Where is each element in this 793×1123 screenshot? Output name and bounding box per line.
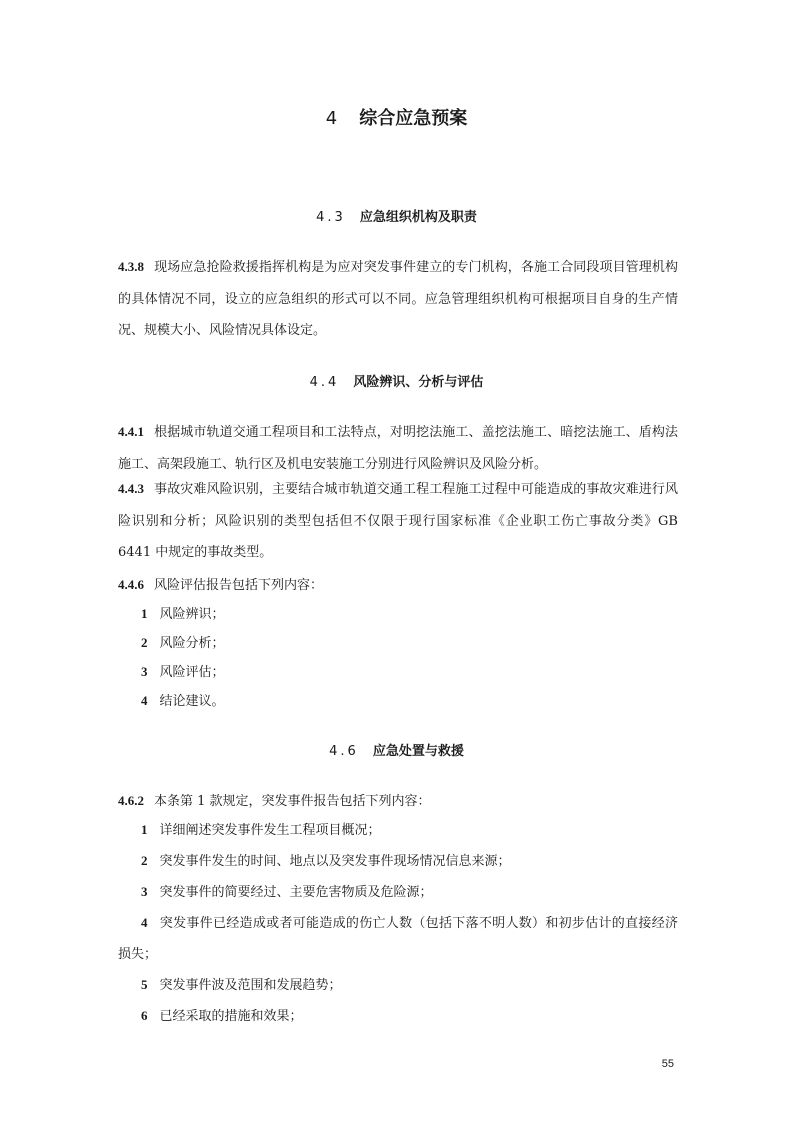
- clause-paragraph: [118, 416, 678, 480]
- clause-text: 本条第 1 款规定，突发事件报告包括下列内容：: [154, 794, 431, 809]
- list-item: [141, 1000, 678, 1032]
- section-number: 4.6: [329, 744, 359, 759]
- list-item: [141, 845, 678, 877]
- clause-paragraph: [118, 473, 678, 569]
- clause-paragraph: [118, 251, 678, 347]
- section-heading: [0, 206, 793, 225]
- list-item-text: 详细阐述突发事件发生工程项目概况；: [159, 823, 381, 838]
- list-item: [141, 656, 678, 688]
- section-title: 风险辨识、分析与评估: [353, 375, 484, 390]
- list-item-text: 风险辨识；: [159, 607, 225, 622]
- list-item: [141, 685, 678, 717]
- list-item-number: 6: [141, 1008, 148, 1023]
- list-item: [141, 598, 678, 630]
- chapter-title: 综合应急预案: [359, 108, 468, 129]
- list-item-text: 突发事件发生的时间、地点以及突发事件现场情况信息来源；: [159, 854, 511, 869]
- list-item-number: 4: [141, 693, 148, 708]
- list-item-number: 2: [141, 853, 148, 868]
- list-item-number: 3: [141, 884, 148, 899]
- section-title: 应急处置与救援: [372, 744, 464, 759]
- section-number: 4.4: [309, 375, 340, 390]
- clause-text: 事故灾难风险识别，主要结合城市轨道交通工程工程施工过程中可能造成的事故灾难进行风险识别和分析；风险识别的类型包括但不仅限于现行国家标准《企业职工伤亡事故分类》GB 6441 中规定的事故类型。: [118, 482, 678, 560]
- clause-text: 风险评估报告包括下列内容：: [154, 578, 324, 593]
- clause-number: 4.4.3: [118, 481, 144, 496]
- section-heading: [0, 371, 793, 390]
- list-item: [118, 907, 678, 970]
- section-number: 4.3: [316, 210, 346, 225]
- page-number: 55: [661, 1058, 674, 1070]
- list-item-number: 4: [141, 915, 148, 930]
- list-item-number: 1: [141, 822, 148, 837]
- list-item: [141, 627, 678, 659]
- clause-number: 4.4.1: [118, 424, 144, 439]
- chapter-number: 4: [325, 108, 338, 129]
- list-item-text: 结论建议。: [159, 694, 225, 709]
- list-item-number: 1: [141, 606, 148, 621]
- list-item-number: 5: [141, 977, 148, 992]
- list-item-text: 突发事件波及范围和发展趋势；: [159, 978, 342, 993]
- list-item: [141, 876, 678, 908]
- clause-number: 4.4.6: [118, 577, 144, 592]
- clause-paragraph: [118, 785, 678, 818]
- list-item: [141, 969, 678, 1001]
- clause-number: 4.6.2: [118, 793, 144, 808]
- list-item-number: 2: [141, 635, 148, 650]
- list-item-text: 风险分析；: [159, 636, 225, 651]
- list-item-text: 已经采取的措施和效果；: [159, 1009, 303, 1024]
- clause-text: 现场应急抢险救援指挥机构是为应对突发事件建立的专门机构，各施工合同段项目管理机构的具体情况不同，设立的应急组织的形式可以不同。应急管理组织机构可根据项目自身的生产情况、规模大小、风险情况具体设定。: [118, 260, 678, 338]
- chapter-heading: [0, 104, 793, 130]
- section-title: 应急组织机构及职责: [359, 210, 477, 225]
- clause-text: 根据城市轨道交通工程项目和工法特点，对明挖法施工、盖挖法施工、暗挖法施工、盾构法施工、高架段施工、轨行区及机电安装施工分别进行风险辨识及风险分析。: [118, 425, 678, 472]
- list-item-text: 风险评估；: [159, 665, 225, 680]
- clause-paragraph: [118, 569, 678, 602]
- list-item: [141, 814, 678, 846]
- list-item-text: 突发事件已经造成或者可能造成的伤亡人数（包括下落不明人数）和初步估计的直接经济损失；: [118, 916, 678, 962]
- list-item-number: 3: [141, 664, 148, 679]
- section-heading: [0, 740, 793, 772]
- list-item-text: 突发事件的简要经过、主要危害物质及危险源；: [159, 885, 433, 900]
- clause-number: 4.3.8: [118, 259, 144, 274]
